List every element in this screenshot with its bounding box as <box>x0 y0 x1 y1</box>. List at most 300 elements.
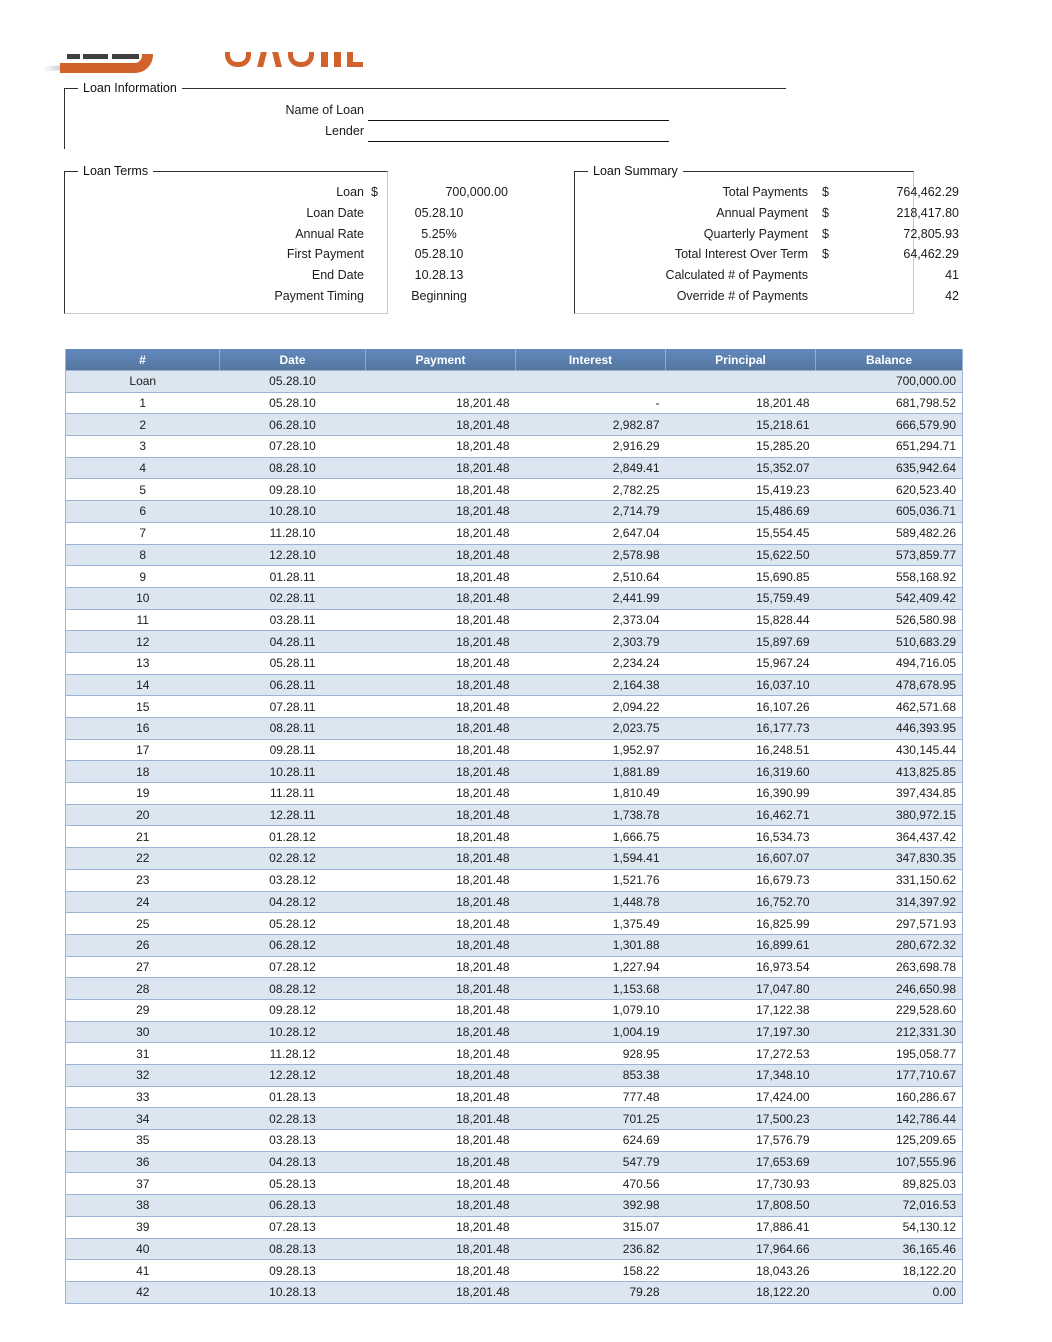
table-cell: 462,571.68 <box>895 699 956 714</box>
table-cell: 15,690.85 <box>756 569 810 584</box>
loan-summary-value: 764,462.29 <box>896 185 959 199</box>
table-cell: 16,390.99 <box>756 786 810 801</box>
table-cell: 1,666.75 <box>612 829 660 844</box>
table-row <box>66 457 963 479</box>
table-row <box>66 956 963 978</box>
schedule-column-header: Balance <box>816 349 963 371</box>
loan-terms-value: 05.28.10 <box>414 247 464 262</box>
table-cell: 2,373.04 <box>612 612 660 627</box>
table-cell: 06.28.12 <box>269 938 316 953</box>
table-cell: 1,153.68 <box>612 981 660 996</box>
loan-terms-currency-prefix: $ <box>371 185 378 199</box>
table-cell: 07.28.10 <box>269 439 316 454</box>
table-cell: 09.28.13 <box>269 1263 316 1278</box>
table-row <box>66 566 963 588</box>
table-cell: 16,899.61 <box>756 938 810 953</box>
table-cell: 18,201.48 <box>456 504 510 519</box>
table-cell: 08.28.13 <box>269 1241 316 1256</box>
table-cell: 125,209.65 <box>895 1133 956 1148</box>
table-cell: 18,122.20 <box>902 1263 956 1278</box>
table-cell: 18,201.48 <box>456 1111 510 1126</box>
table-cell: 01.28.12 <box>269 829 316 844</box>
table-row <box>66 1173 963 1195</box>
table-cell: 18,201.48 <box>456 677 510 692</box>
loan-summary-currency-prefix: $ <box>822 247 829 262</box>
table-cell: 05.28.13 <box>269 1176 316 1191</box>
table-cell: 01.28.13 <box>269 1090 316 1105</box>
table-cell: 1,004.19 <box>612 1024 660 1039</box>
table-cell: 2,849.41 <box>612 461 660 476</box>
table-cell: 18,201.48 <box>456 1068 510 1083</box>
table-row <box>66 1216 963 1238</box>
table-cell: 18,201.48 <box>456 959 510 974</box>
loan-terms-value: 05.28.10 <box>414 205 464 220</box>
table-cell: 31 <box>136 1046 150 1061</box>
logo-wordmark-fragment <box>288 52 314 67</box>
table-cell: 18,201.48 <box>456 829 510 844</box>
table-cell: 12.28.12 <box>269 1068 316 1083</box>
table-cell: 195,058.77 <box>895 1046 956 1061</box>
table-cell: 18,122.20 <box>756 1285 810 1300</box>
table-cell: 07.28.13 <box>269 1220 316 1235</box>
table-cell: 18,201.48 <box>456 482 510 497</box>
table-cell: 26 <box>136 938 150 953</box>
table-cell: 1,079.10 <box>612 1003 660 1018</box>
table-cell: 07.28.11 <box>269 699 316 714</box>
table-cell: 34 <box>136 1111 150 1126</box>
table-cell: 17,272.53 <box>756 1046 810 1061</box>
logo-wordmark-fragment <box>225 52 251 67</box>
table-cell: 30 <box>136 1024 150 1039</box>
table-cell: 01.28.11 <box>269 569 316 584</box>
schedule-column-header: Interest <box>516 349 666 371</box>
table-cell: 18,201.48 <box>456 851 510 866</box>
table-cell: 18,201.48 <box>456 1285 510 1300</box>
table-cell: 16,248.51 <box>756 743 810 758</box>
table-cell: 18,201.48 <box>456 1176 510 1191</box>
table-cell: 380,972.15 <box>895 808 956 823</box>
table-cell: 3 <box>139 439 147 454</box>
table-cell: 25 <box>136 916 150 931</box>
table-cell: 18,201.48 <box>756 396 810 411</box>
table-cell: 17 <box>136 743 150 758</box>
table-cell: 18,201.48 <box>456 938 510 953</box>
logo-wordmark-fragment <box>321 52 328 67</box>
table-cell: 08.28.10 <box>269 461 316 476</box>
table-cell: 03.28.11 <box>269 612 316 627</box>
table-row <box>66 934 963 956</box>
table-cell: 17,500.23 <box>756 1111 810 1126</box>
table-cell: 09.28.10 <box>269 482 316 497</box>
schedule-header-row <box>66 349 963 371</box>
table-cell: 14 <box>136 677 150 692</box>
loan-summary-value: 42 <box>945 288 959 303</box>
table-cell: 1 <box>139 396 147 411</box>
table-cell: 160,286.67 <box>895 1090 956 1105</box>
schedule-column-header: Date <box>220 349 366 371</box>
table-cell: 17,348.10 <box>756 1068 810 1083</box>
table-cell: 79.28 <box>629 1285 660 1300</box>
table-row <box>66 501 963 523</box>
table-cell: 05.28.10 <box>269 396 316 411</box>
table-cell: 16,319.60 <box>756 764 810 779</box>
table-cell: 23 <box>136 873 150 888</box>
table-cell: 2,441.99 <box>612 591 660 606</box>
table-cell: 28 <box>136 981 150 996</box>
table-cell: 15,759.49 <box>756 591 810 606</box>
table-cell: 2,023.75 <box>612 721 660 736</box>
table-cell: 1,738.78 <box>612 808 660 823</box>
table-cell: 10.28.13 <box>269 1285 316 1300</box>
table-cell: 35 <box>136 1133 150 1148</box>
table-cell: 446,393.95 <box>895 721 956 736</box>
table-cell: 17,424.00 <box>756 1090 810 1105</box>
table-cell: 430,145.44 <box>895 743 956 758</box>
loan-summary-value: 72,805.93 <box>903 226 959 241</box>
table-cell: 06.28.10 <box>269 417 316 432</box>
table-cell: 89,825.03 <box>902 1176 956 1191</box>
table-cell: 17,730.93 <box>756 1176 810 1191</box>
table-cell: 8 <box>139 547 147 562</box>
table-cell: 11 <box>136 612 149 627</box>
table-cell: 17,808.50 <box>756 1198 810 1213</box>
table-cell: 605,036.71 <box>895 504 956 519</box>
table-cell: 2,234.24 <box>612 656 660 671</box>
amortization-schedule-table <box>65 349 963 1304</box>
table-cell: 18,201.48 <box>456 526 510 541</box>
lender-input[interactable] <box>368 126 669 142</box>
table-cell: 1,301.88 <box>612 938 660 953</box>
table-cell: 16,462.71 <box>756 808 810 823</box>
loan-summary-label: Override # of Payments <box>676 288 808 303</box>
company-logo <box>45 28 375 75</box>
table-row <box>66 913 963 935</box>
table-cell: 12.28.10 <box>269 547 316 562</box>
table-cell: 620,523.40 <box>895 482 956 497</box>
table-cell: 526,580.98 <box>895 612 956 627</box>
table-cell: 6 <box>139 504 147 519</box>
table-row <box>66 1281 963 1303</box>
table-cell: 558,168.92 <box>895 569 956 584</box>
table-cell: 17,576.79 <box>756 1133 810 1148</box>
table-cell: 18,201.48 <box>456 1155 510 1170</box>
loan-terms-label: Loan <box>336 185 364 199</box>
table-cell: 08.28.11 <box>269 721 316 736</box>
table-cell: 08.28.12 <box>269 981 316 996</box>
table-cell: 651,294.71 <box>895 439 956 454</box>
table-cell: 236.82 <box>622 1241 660 1256</box>
table-row <box>66 1195 963 1217</box>
table-cell: 16,037.10 <box>756 677 810 692</box>
table-cell: 478,678.95 <box>895 677 956 692</box>
loan-summary-value: 41 <box>945 268 959 282</box>
table-cell: 09.28.11 <box>269 743 316 758</box>
table-row <box>66 436 963 458</box>
table-cell: 1,375.49 <box>612 916 660 931</box>
loan-summary-legend: Loan Summary <box>593 164 678 178</box>
table-cell: 72,016.53 <box>902 1198 956 1213</box>
logo-wordmark-fragment <box>347 52 363 67</box>
table-row <box>66 522 963 544</box>
table-cell: 229,528.60 <box>895 1003 956 1018</box>
table-cell: 18,201.48 <box>456 764 510 779</box>
table-cell: 54,130.12 <box>902 1220 956 1235</box>
loan-terms-value: Beginning <box>411 288 467 303</box>
table-cell: 681,798.52 <box>895 396 956 411</box>
table-cell <box>366 371 516 393</box>
table-cell: 41 <box>136 1263 150 1278</box>
table-row <box>66 783 963 805</box>
table-cell: 777.48 <box>622 1090 660 1105</box>
table-cell: 314,397.92 <box>895 894 956 909</box>
table-row <box>66 1130 963 1152</box>
table-cell: 18,201.48 <box>456 743 510 758</box>
table-cell: 2,303.79 <box>612 634 660 649</box>
table-cell: 18,201.48 <box>456 873 510 888</box>
table-row <box>66 1086 963 1108</box>
table-row <box>66 826 963 848</box>
table-cell: 9 <box>139 569 147 584</box>
table-cell: 280,672.32 <box>895 938 956 953</box>
table-cell: 16,177.73 <box>756 721 810 736</box>
table-cell: 18 <box>136 764 150 779</box>
table-cell: 928.95 <box>622 1046 660 1061</box>
table-cell: 18,201.48 <box>456 461 510 476</box>
table-cell: 18,201.48 <box>456 786 510 801</box>
table-cell: 510,683.29 <box>895 634 956 649</box>
table-cell: 1,952.97 <box>612 743 660 758</box>
table-cell: 40 <box>136 1241 150 1256</box>
name-of-loan-input[interactable] <box>368 105 669 121</box>
table-cell: 18,201.48 <box>456 699 510 714</box>
table-cell: 17,122.38 <box>756 1003 810 1018</box>
table-cell: 33 <box>136 1090 150 1105</box>
loan-summary-value: 218,417.80 <box>896 205 959 220</box>
loan-terms-label: Payment Timing <box>274 288 364 303</box>
table-cell: 542,409.42 <box>895 591 956 606</box>
table-cell: 547.79 <box>622 1155 660 1170</box>
loan-terms-value: 700,000.00 <box>445 185 508 199</box>
table-cell: 02.28.12 <box>269 851 316 866</box>
table-cell: 177,710.67 <box>895 1068 956 1083</box>
table-cell: 19 <box>136 786 150 801</box>
table-cell: 13 <box>136 656 150 671</box>
table-cell: 12.28.11 <box>269 808 316 823</box>
table-cell: 573,859.77 <box>895 547 956 562</box>
table-cell: 15,897.69 <box>756 634 810 649</box>
table-cell: 16,534.73 <box>756 829 810 844</box>
table-cell: 624.69 <box>622 1133 660 1148</box>
table-cell: 42 <box>136 1285 150 1300</box>
table-cell: 18,201.48 <box>456 808 510 823</box>
table-cell: 347,830.35 <box>895 851 956 866</box>
table-cell: 10.28.11 <box>269 764 316 779</box>
table-cell: 297,571.93 <box>895 916 956 931</box>
table-cell: 0.00 <box>932 1285 956 1300</box>
table-row <box>66 414 963 436</box>
table-cell: - <box>655 396 660 411</box>
table-cell: 18,201.48 <box>456 396 510 411</box>
table-cell: 494,716.05 <box>895 656 956 671</box>
table-cell: 392.98 <box>622 1198 660 1213</box>
table-cell: 18,201.48 <box>456 591 510 606</box>
table-cell: 16,679.73 <box>756 873 810 888</box>
table-cell: 18,201.48 <box>456 1198 510 1213</box>
table-cell: 2,094.22 <box>612 699 660 714</box>
table-row <box>66 1043 963 1065</box>
table-cell: 05.28.12 <box>269 916 316 931</box>
table-cell: 18,201.48 <box>456 1024 510 1039</box>
table-cell: 15,967.24 <box>756 656 810 671</box>
table-cell: 36,165.46 <box>902 1241 956 1256</box>
table-cell: 18,201.48 <box>456 656 510 671</box>
table-cell: 10.28.10 <box>269 504 316 519</box>
table-cell <box>666 371 816 393</box>
table-row <box>66 848 963 870</box>
loan-summary-currency-prefix: $ <box>822 226 829 241</box>
table-row <box>66 739 963 761</box>
table-cell: 700,000.00 <box>895 374 956 389</box>
loan-summary-value: 64,462.29 <box>903 247 959 262</box>
schedule-column-header: Payment <box>366 349 516 371</box>
table-row <box>66 609 963 631</box>
table-cell: 853.38 <box>622 1068 660 1083</box>
table-cell: 09.28.12 <box>269 1003 316 1018</box>
table-cell: 21 <box>136 829 150 844</box>
table-cell: 16,752.70 <box>756 894 810 909</box>
table-cell: 02.28.13 <box>269 1111 316 1126</box>
logo-wordmark-fragment <box>334 52 341 67</box>
loan-summary-currency-prefix: $ <box>822 205 829 220</box>
loan-summary-label: Annual Payment <box>716 205 808 220</box>
table-cell: 18,201.48 <box>456 634 510 649</box>
table-cell: 18,201.48 <box>456 916 510 931</box>
logo-wordmark-fragment <box>257 52 267 67</box>
table-cell: 5 <box>139 482 147 497</box>
logo-swoosh-icon <box>60 54 153 73</box>
table-cell: 701.25 <box>622 1111 660 1126</box>
table-cell: 15,486.69 <box>756 504 810 519</box>
table-cell: 2,647.04 <box>612 526 660 541</box>
table-cell: 18,201.48 <box>456 612 510 627</box>
loan-summary-label: Calculated # of Payments <box>665 268 808 282</box>
loan-summary-label: Total Payments <box>722 185 808 199</box>
table-cell: 315.07 <box>622 1220 660 1235</box>
table-row <box>66 479 963 501</box>
loan-terms-value: 5.25% <box>421 226 457 241</box>
loan-terms-label: End Date <box>311 268 364 282</box>
loan-terms-label: Loan Date <box>306 205 364 220</box>
table-cell: 2,164.38 <box>612 677 660 692</box>
table-cell: 2,982.87 <box>612 417 660 432</box>
table-cell: 17,886.41 <box>756 1220 810 1235</box>
table-cell: 16,973.54 <box>756 959 810 974</box>
table-cell: 11.28.11 <box>270 786 315 801</box>
table-cell: 1,521.76 <box>612 873 660 888</box>
table-cell: 22 <box>136 851 150 866</box>
table-cell: 413,825.85 <box>895 764 956 779</box>
table-cell: 16,607.07 <box>756 851 810 866</box>
table-cell: 2,714.79 <box>612 504 660 519</box>
table-cell: 03.28.12 <box>269 873 316 888</box>
table-cell: 331,150.62 <box>895 873 956 888</box>
table-cell: 263,698.78 <box>895 959 956 974</box>
table-cell: 15,622.50 <box>756 547 810 562</box>
schedule-column-header: Principal <box>666 349 816 371</box>
table-cell: 18,201.48 <box>456 894 510 909</box>
loan-terms-value: 10.28.13 <box>414 268 464 282</box>
table-cell: 04.28.13 <box>269 1155 316 1170</box>
table-cell: 04.28.11 <box>269 634 316 649</box>
table-row <box>66 891 963 913</box>
table-cell: 27 <box>136 959 150 974</box>
table-cell: 15,285.20 <box>756 439 810 454</box>
table-row <box>66 544 963 566</box>
table-row <box>66 1260 963 1282</box>
table-cell: 158.22 <box>622 1263 660 1278</box>
table-row <box>66 652 963 674</box>
table-cell: 17,197.30 <box>756 1024 810 1039</box>
table-cell: 18,201.48 <box>456 417 510 432</box>
table-row <box>66 999 963 1021</box>
table-row <box>66 1151 963 1173</box>
table-cell: 29 <box>136 1003 150 1018</box>
table-row <box>66 1021 963 1043</box>
table-row <box>66 674 963 696</box>
table-cell: 16,107.26 <box>756 699 810 714</box>
table-cell <box>516 371 666 393</box>
table-cell: 36 <box>136 1155 150 1170</box>
table-row <box>66 631 963 653</box>
table-cell: 1,881.89 <box>612 764 660 779</box>
table-cell: 246,650.98 <box>895 981 956 996</box>
table-cell: 18,201.48 <box>456 721 510 736</box>
table-cell: 2,916.29 <box>612 439 660 454</box>
table-cell: 37 <box>136 1176 150 1191</box>
table-row <box>66 804 963 826</box>
lender-label: Lender <box>325 124 364 138</box>
table-cell: 17,653.69 <box>756 1155 810 1170</box>
table-cell: 18,201.48 <box>456 1090 510 1105</box>
table-row <box>66 1108 963 1130</box>
table-cell: 05.28.11 <box>269 656 316 671</box>
table-row <box>66 371 963 393</box>
table-cell: 18,201.48 <box>456 1241 510 1256</box>
table-cell: 18,201.48 <box>456 981 510 996</box>
table-cell: 04.28.12 <box>269 894 316 909</box>
table-cell: 15,352.07 <box>756 461 810 476</box>
table-cell: 2,578.98 <box>612 547 660 562</box>
table-cell: 18,201.48 <box>456 1003 510 1018</box>
table-cell: 18,043.26 <box>756 1263 810 1278</box>
loan-information-legend: Loan Information <box>83 81 177 95</box>
table-cell: 7 <box>139 526 147 541</box>
table-cell: 18,201.48 <box>456 547 510 562</box>
table-cell: 16,825.99 <box>756 916 810 931</box>
table-cell: 18,201.48 <box>456 1263 510 1278</box>
table-cell: 20 <box>136 808 150 823</box>
table-cell: 17,964.66 <box>756 1241 810 1256</box>
table-cell: 39 <box>136 1220 150 1235</box>
table-cell: 2,782.25 <box>612 482 660 497</box>
table-row <box>66 392 963 414</box>
loan-terms-label: Annual Rate <box>295 226 364 241</box>
table-cell: 666,579.90 <box>895 417 956 432</box>
loan-summary-label: Quarterly Payment <box>703 226 808 241</box>
table-cell: 107,555.96 <box>895 1155 956 1170</box>
table-cell: 07.28.12 <box>269 959 316 974</box>
table-cell: 4 <box>139 461 147 476</box>
